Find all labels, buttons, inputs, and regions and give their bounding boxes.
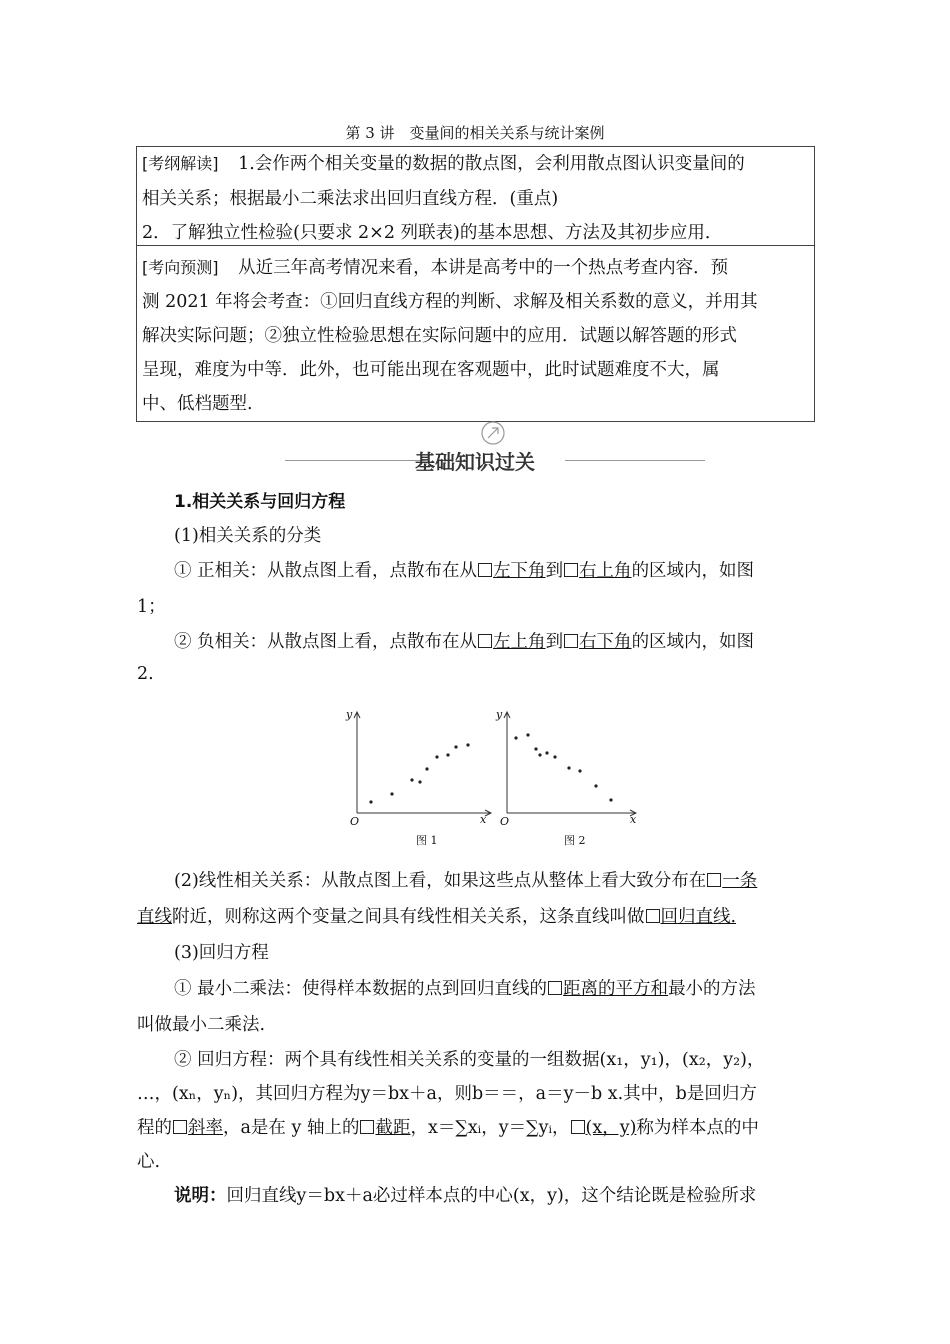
fig2-caption: 图 2: [564, 834, 586, 847]
forecast-text-1: 从近三年高考情况来看，本讲是高考中的一个热点考查内容．预: [238, 258, 729, 278]
answer-text: 右上角: [579, 561, 632, 581]
regression-equation-line-1: ② 回归方程：两个具有线性相关关系的变量的一组数据(x₁，y₁)，(x₂，y₂)，: [174, 1050, 765, 1070]
note-tag: 说明：: [174, 1186, 227, 1206]
figure-2: [504, 712, 636, 816]
linear-correlation-line: [174, 867, 757, 892]
text: 的区域内，如图: [631, 632, 755, 652]
answer-text: 截距: [375, 1118, 411, 1138]
blank-box: [564, 634, 578, 648]
text: ，a是在 y 轴上的: [223, 1118, 360, 1138]
blank-box: [478, 563, 492, 577]
blank-box: [478, 634, 492, 648]
linear-correlation-cont: [137, 903, 736, 928]
fig1-y-label: y: [346, 708, 353, 721]
fig1-caption: 图 1: [416, 834, 438, 847]
forecast-line-4: 呈现，难度为中等．此外，也可能出现在客观题中，此时试题难度不大，属: [142, 360, 720, 380]
forecast-line-1: [142, 254, 728, 279]
answer-text: 左上角: [493, 632, 546, 652]
answer-text: 直线: [137, 907, 172, 927]
rocket-icon: [478, 420, 508, 448]
syllabus-line-2: 相关关系；根据最小二乘法求出回归直线方程．(重点): [142, 189, 559, 209]
fig2-x-label: x: [630, 813, 637, 826]
blank-box: [548, 981, 562, 995]
answer-text: 距离的平方和: [563, 979, 669, 999]
fig1-x-label: x: [480, 813, 487, 826]
blank-box: [707, 873, 721, 887]
blank-box: [646, 909, 660, 923]
syllabus-line-3: 2．了解独立性检验(只要求 2×2 列联表)的基本思想、方法及其初步应用．: [142, 223, 723, 243]
forecast-line-3: 解决实际问题；②独立性检验思想在实际问题中的应用．试题以解答题的形式: [142, 326, 737, 346]
text: 最小的方法: [668, 979, 756, 999]
syllabus-tag: [考纲解读]: [142, 154, 219, 173]
text: ② 负相关：从散点图上看，点散布在从: [174, 632, 478, 652]
blank-box: [360, 1120, 374, 1134]
regression-equation-line-2: …，(xₙ，yₙ)，其回归方程为y＝bx＋a，则b＝＝，a＝y－b x.其中，b是回归方: [137, 1084, 757, 1104]
negative-correlation-line: [174, 628, 754, 653]
answer-text: 斜率: [188, 1118, 223, 1138]
text: ① 最小二乘法：使得样本数据的点到回归直线的: [174, 979, 548, 999]
text: 的区域内，如图: [631, 561, 755, 581]
text: ，x＝∑xᵢ，y＝∑yᵢ，: [410, 1118, 570, 1138]
fig2-origin-label: O: [500, 815, 510, 828]
regression-equation-line-4: 心.: [137, 1152, 161, 1172]
forecast-line-2: 测 2021 年将会考查：①回归直线方程的判断、求解及相关系数的意义，并用其: [142, 292, 758, 312]
blank-box: [173, 1120, 187, 1134]
positive-correlation-line: [174, 557, 754, 582]
note-line: [174, 1182, 756, 1207]
text: 到: [545, 632, 564, 652]
page-title: 第 3 讲 变量间的相关关系与统计案例: [345, 124, 605, 142]
answer-text: 一条: [722, 871, 758, 891]
figure-1: [354, 712, 491, 816]
answer-text: 右下角: [579, 632, 632, 652]
text: 程的: [137, 1118, 172, 1138]
text: 到: [545, 561, 564, 581]
section-banner: 基础知识过关: [415, 450, 535, 474]
regression-equation-line-3: [137, 1114, 759, 1139]
text: (2)线性相关关系：从散点图上看，如果这些点从整体上看大致分布在: [174, 871, 707, 891]
blank-box: [564, 563, 578, 577]
forecast-line-5: 中、低档题型.: [142, 394, 253, 414]
fig1-origin-label: O: [350, 815, 360, 828]
syllabus-line-1: [142, 150, 745, 175]
note-text: 回归直线y＝bx＋a必过样本点的中心(x，y)，这个结论既是检验所求: [226, 1186, 757, 1206]
text: ① 正相关：从散点图上看，点散布在从: [174, 561, 478, 581]
scatter-figures: [340, 705, 650, 855]
fig2-y-label: y: [496, 708, 503, 721]
syllabus-text-1: 1.会作两个相关变量的数据的散点图，会利用散点图认识变量间的: [238, 154, 745, 174]
subheading-regression: (3)回归方程: [174, 943, 269, 963]
text: 附近，则称这两个变量之间具有线性相关关系，这条直线叫做: [172, 907, 645, 927]
subheading-classification: (1)相关关系的分类: [174, 526, 322, 546]
blank-box: [571, 1120, 585, 1134]
positive-correlation-cont: 1；: [137, 597, 166, 617]
text: 称为样本点的中: [636, 1118, 759, 1138]
least-squares-line: [174, 975, 756, 1000]
answer-text: 左下角: [493, 561, 546, 581]
negative-correlation-cont: 2.: [137, 664, 154, 684]
least-squares-cont: 叫做最小二乘法.: [137, 1015, 266, 1035]
answer-text: 回归直线.: [660, 907, 737, 927]
section-heading-1: 1.相关关系与回归方程: [174, 492, 346, 512]
forecast-tag: [考向预测]: [142, 258, 219, 277]
answer-text: (x，y): [585, 1118, 637, 1138]
